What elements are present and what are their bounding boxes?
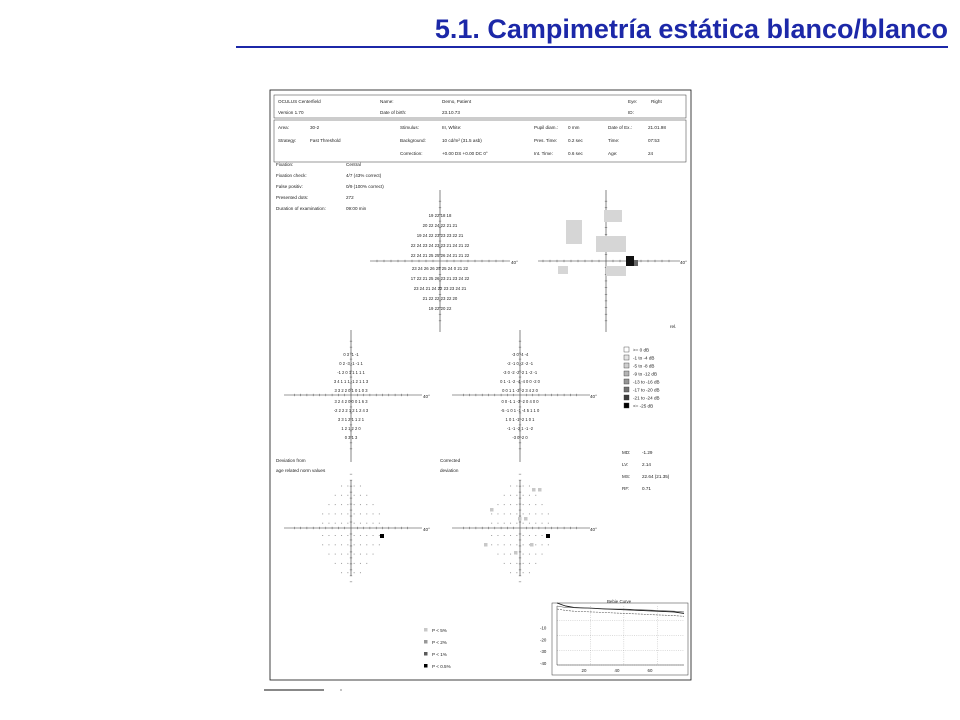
false-positive-value: 0/9 (100% correct) <box>346 184 384 189</box>
bebie-x-tick: 20 <box>581 668 587 673</box>
device-name: OCULUS Centerfield <box>278 99 321 104</box>
pattern-dev-row: 0 0 -1 1 -3 -2 0 4 0 0 <box>501 399 539 404</box>
dob-value: 23.10.73 <box>442 110 460 115</box>
pattern-dev-row: -3 0 -4 -4 <box>511 352 529 357</box>
ms-label: MS: <box>622 474 631 479</box>
db-legend-swatch <box>624 347 629 352</box>
total-dev-row: 3 3 2 2 0 1 0 1 0 3 <box>334 388 368 393</box>
total-dev-row: -1 2 0 1 1 1 1 1 <box>337 370 365 375</box>
background-value: 10 cd/m² (31.5 asb) <box>442 138 482 143</box>
false-positive-label: False positiv: <box>276 184 303 189</box>
int-time-label: Int. Time: <box>534 151 553 156</box>
time-label: Time: <box>608 138 620 143</box>
threshold-row: 22 24 21 25 25 26 24 21 21 22 <box>410 253 470 258</box>
eye-value: Right <box>651 99 662 104</box>
prob-legend-swatch <box>424 640 428 644</box>
duration-value: 09:00 min <box>346 206 367 211</box>
lv-value: 2.14 <box>642 462 651 467</box>
bebie-y-tick: -10 <box>540 625 547 631</box>
ms-value: 22.64 (21.35) <box>642 474 670 479</box>
bebie-curve-chart <box>540 599 688 675</box>
db-legend-swatch <box>624 355 629 360</box>
db-legend-swatch <box>624 371 629 376</box>
prob-legend-swatch <box>424 652 428 656</box>
presented-dots-value: 272 <box>346 195 354 200</box>
threshold-axis-label: 40° <box>511 260 518 265</box>
fixation-value: Central <box>346 162 361 167</box>
stimulus-value: III, White: <box>442 125 462 130</box>
pattern-dev-row: -2 -1 0 -2 -2 -1 <box>506 361 534 366</box>
total-dev-axis-label: 40° <box>423 394 430 399</box>
md-value: -1.29 <box>642 450 653 455</box>
total-dev-row: 0 3 1 3 <box>344 435 358 440</box>
pupil-label: Pupil diam.: <box>534 125 559 130</box>
stimulus-label: Stimulus: <box>400 125 419 130</box>
db-legend-label: -5 to -8 dB <box>633 363 655 369</box>
prob-legend-swatch <box>424 628 428 632</box>
graytone-axis-label: 40° <box>680 260 687 265</box>
duration-label: Duration of examination: <box>276 206 326 211</box>
pattern-dev-axis-label: 40° <box>590 394 597 399</box>
int-time-value: 0.6 sec <box>568 151 583 156</box>
total-dev-row: 0 3 -1 -1 <box>343 352 359 357</box>
pupil-value: 0 mm <box>568 125 580 130</box>
background-label: Background: <box>400 138 426 143</box>
db-legend-label: -17 to -20 dB <box>633 387 660 393</box>
db-legend-label: -1 to -4 dB <box>633 355 655 361</box>
bebie-x-tick: 60 <box>647 668 653 673</box>
device-version: Version 1.70 <box>278 110 304 115</box>
pattern-dev-row: -3 0 -2 0 <box>512 435 528 440</box>
corrected-title-line1: Corrected <box>440 458 461 463</box>
db-legend-swatch <box>624 379 629 384</box>
rf-value: 0.71 <box>642 486 651 491</box>
deviation-title-line2: age related norm values <box>276 468 326 473</box>
prob-legend-label: P < 1% <box>432 652 447 657</box>
total-dev-row: 3 4 1 1 1 -1 2 1 1 3 <box>333 379 369 384</box>
prob-legend-label: P < 5% <box>432 628 447 633</box>
threshold-row: 19 24 22 23 23 23 22 21 <box>416 233 464 238</box>
area-label: Area: <box>278 125 289 130</box>
pattern-dev-row: 0 1 -1 -2 -4 -4 0 0 -2 0 <box>500 379 540 384</box>
strategy-label: Strategy: <box>278 138 297 143</box>
pattern-dev-row: 0 0 1 1 -3 -2 3 4 2 0 <box>502 388 538 393</box>
pattern-dev-row: -3 0 -2 -2 -2 1 -2 -1 <box>502 370 538 375</box>
name-label: Name: <box>380 99 394 104</box>
slide-title: 5.1. Campimetría estática blanco/blanco <box>236 12 948 48</box>
db-legend-swatch <box>624 403 629 408</box>
db-legend-label: -9 to -12 dB <box>633 371 658 377</box>
correction-label: Correction: <box>400 151 423 156</box>
total-dev-row: -2 2 2 2 1 2 1 2 4 3 <box>333 408 369 413</box>
time-value: 07:53 <box>648 138 660 143</box>
db-legend-swatch <box>624 363 629 368</box>
prob-left-axis-label: 40° <box>423 527 430 532</box>
md-label: MD: <box>622 450 631 455</box>
corrected-title-line2: deviation <box>440 468 459 473</box>
bebie-y-tick: -20 <box>540 637 547 643</box>
total-dev-row: 0 2 -3 -1 -1 1 <box>339 361 363 366</box>
bebie-y-tick: -40 <box>540 661 547 666</box>
pattern-dev-row: 1 0 1 -1 -2 1 0 1 <box>505 417 535 422</box>
db-legend-label: -21 to -24 dB <box>633 395 660 401</box>
area-value: 30-2 <box>310 125 320 130</box>
threshold-row: 20 22 24 22 21 21 <box>422 223 458 228</box>
pres-time-value: 0.2 sec <box>568 138 583 143</box>
exam-date-label: Date of Ex.: <box>608 125 633 130</box>
exam-date-value: 21.01.98 <box>648 125 666 130</box>
db-legend-swatch <box>624 387 629 392</box>
threshold-row: 22 24 23 24 23 23 21 24 21 22 <box>410 243 470 248</box>
lv-label: LV: <box>622 462 629 467</box>
id-label: ID: <box>628 110 634 115</box>
presented-dots-label: Presented dots: <box>276 195 309 200</box>
threshold-row: 21 22 22 23 22 20 <box>422 296 458 301</box>
fixation-check-label: Fixation check: <box>276 173 307 178</box>
db-legend-label: -13 to -16 dB <box>633 379 660 385</box>
age-label: Age: <box>608 151 618 156</box>
total-dev-row: 1 2 1 2 2 0 <box>341 426 361 431</box>
prob-right-axis-label: 40° <box>590 527 597 532</box>
age-value: 24 <box>648 151 654 156</box>
perimetry-report <box>262 88 701 692</box>
strategy-value: Fast Threshold <box>310 138 341 143</box>
db-legend-label: <= -25 dB <box>633 403 654 409</box>
prob-legend-label: P < 0.5% <box>432 664 451 669</box>
pattern-dev-row: -5 -1 0 1 -1 -4 5 1 1 0 <box>500 408 540 413</box>
bebie-y-tick: -30 <box>540 649 547 655</box>
threshold-row: 19 22 18 18 <box>428 213 452 218</box>
rf-label: RF: <box>622 486 630 491</box>
correction-value: +0.00 DS +0.00 DC 0° <box>442 151 488 156</box>
dob-label: Date of birth: <box>380 110 407 115</box>
total-dev-row: 3 3 1 2 1 1 2 1 <box>337 417 365 422</box>
bebie-x-tick: 40 <box>614 668 620 673</box>
threshold-row: 23 24 26 26 25 25 24 0 21 22 <box>411 266 469 271</box>
fixation-label: Fixation: <box>276 162 294 167</box>
threshold-row: 23 24 21 24 22 23 23 24 21 <box>413 286 467 291</box>
bebie-title: Bebie Curve <box>607 599 632 604</box>
pattern-dev-row: -1 -1 -2 1 -1 -2 <box>506 426 534 431</box>
name-value: Demo, Patient <box>442 99 472 104</box>
threshold-row: 19 22 20 22 <box>428 306 452 311</box>
deviation-title-line1: Deviation from <box>276 458 306 463</box>
total-dev-row: 3 2 4 2 0 0 0 1 6 3 <box>334 399 368 404</box>
db-legend-label: >= 0 dB <box>633 347 650 353</box>
threshold-row: 17 22 21 25 26 23 21 23 24 22 <box>410 276 470 281</box>
prob-legend-label: P < 2% <box>432 640 447 645</box>
fixation-check-value: 4/7 (43% correct) <box>346 173 382 178</box>
db-legend-swatch <box>624 395 629 400</box>
eye-label: Eye: <box>628 99 638 104</box>
graytone-rel-label: rel. <box>670 324 677 329</box>
prob-legend-swatch <box>424 664 428 668</box>
pres-time-label: Pres. Time: <box>534 138 558 143</box>
